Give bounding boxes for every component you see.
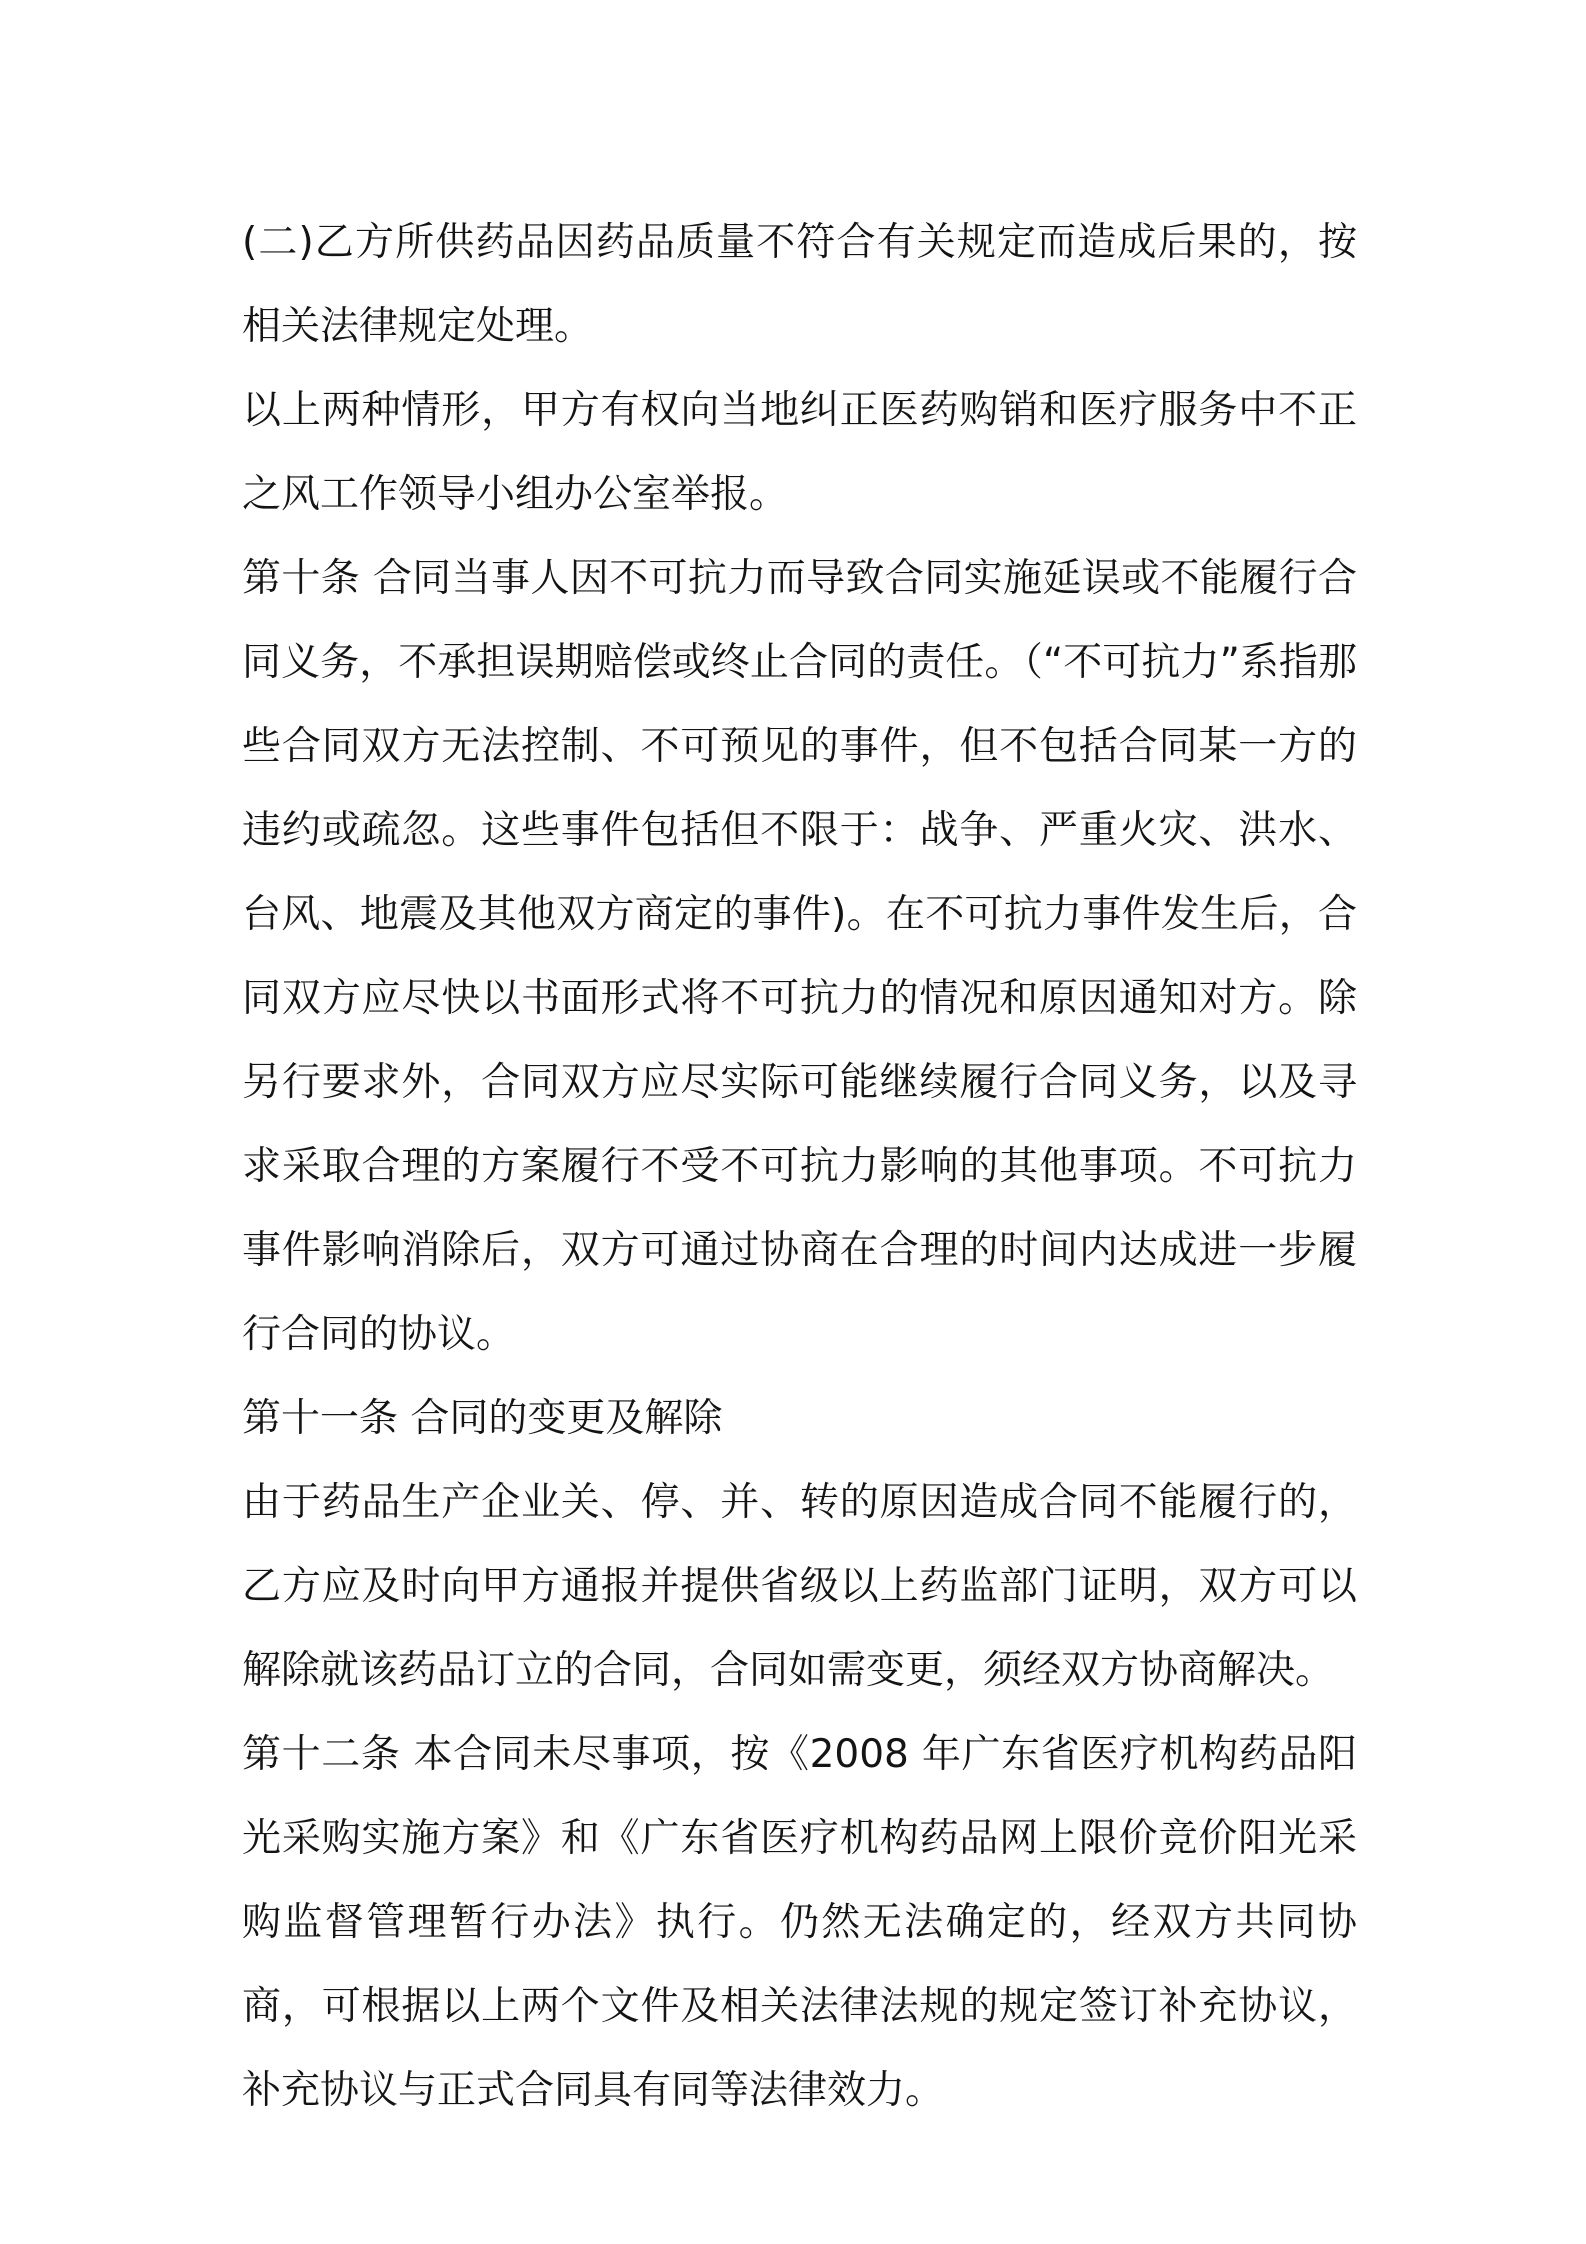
paragraph-article-11-body: 由于药品生产企业关、停、并、转的原因造成合同不能履行的，乙方应及时向甲方通报并提供省级以上药监部门证明，双方可以解除就该药品订立的合同，合同如需变更，须经双方协商解决。: [242, 1480, 1357, 1693]
paragraph-report-right: 以上两种情形，甲方有权向当地纠正医药购销和医疗服务中不正之风工作领导小组办公室举报。: [242, 388, 1357, 517]
document-body: [242, 201, 1357, 2133]
paragraph-article-10: 第十条 合同当事人因不可抗力而导致合同实施延误或不能履行合同义务，不承担误期赔偿或终止合同的责任。（“不可抗力”系指那些合同双方无法控制、不可预见的事件，但不包括合同某一方的违约或疏忽。这些事件包括但不限于：战争、严重火灾、洪水、台风、地震及其他双方商定的事件)。在不可抗力事件发生后，合同双方应尽快以书面形式将不可抗力的情况和原因通知对方。除另行要求外，合同双方应尽实际可能继续履行合同义务，以及寻求采取合理的方案履行不受不可抗力影响的其他事项。不可抗力事件影响消除后，双方可通过协商在合理的时间内达成进一步履行合同的协议。: [242, 556, 1357, 1357]
paragraph-quality-clause: (二)乙方所供药品因药品质量不符合有关规定而造成后果的，按相关法律规定处理。: [242, 220, 1357, 349]
paragraph-article-12: 第十二条 本合同未尽事项，按《2008 年广东省医疗机构药品阳光采购实施方案》和《广东省医疗机构药品网上限价竞价阳光采购监督管理暂行办法》执行。仍然无法确定的，经双方共同协商，可根据以上两个文件及相关法律法规的规定签订补充协议，补充协议与正式合同具有同等法律效力。: [242, 1732, 1357, 2113]
paragraph-article-11-heading: 第十一条 合同的变更及解除: [242, 1396, 723, 1441]
